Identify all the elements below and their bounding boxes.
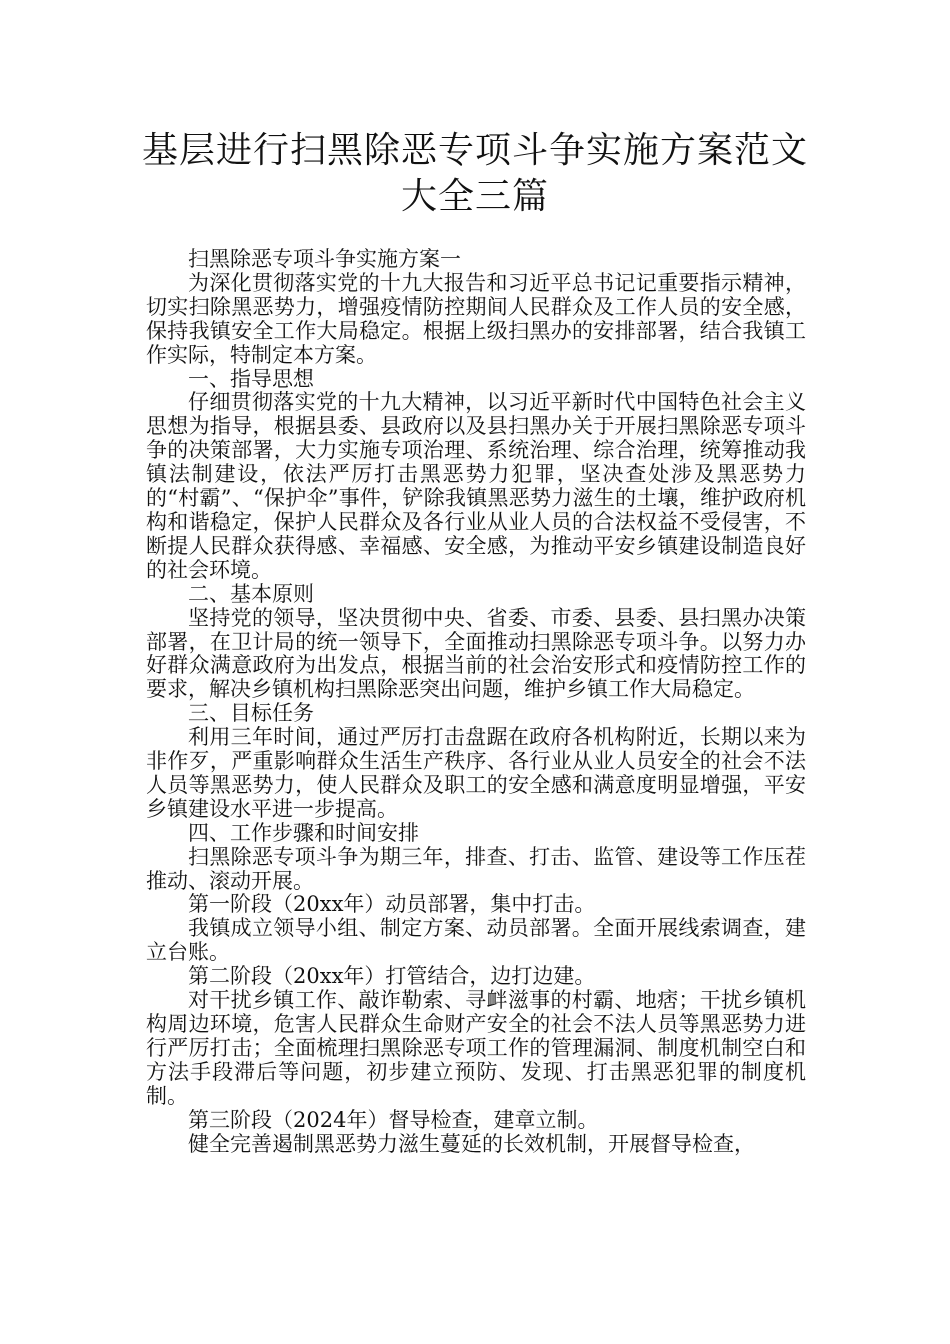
stage-one-paragraph: 我镇成立领导小组、制定方案、动员部署。全面开展线索调查，建立台账。 (146, 916, 806, 965)
section-heading-goals: 三、目标任务 (188, 701, 314, 726)
steps-schedule-paragraph: 扫黑除恶专项斗争为期三年，排查、打击、监管、建设等工作压茬推动、滚动开展。 (146, 844, 806, 893)
section-heading-guiding-ideology: 一、指导思想 (188, 366, 314, 391)
stage-one-heading: 第一阶段（20xx年）动员部署，集中打击。 (188, 892, 596, 917)
basic-principles-paragraph: 坚持党的领导，坚决贯彻中央、省委、市委、县委、县扫黑办决策部署，在卫计局的统一领导下，全面推动扫黑除恶专项斗争。以努力办好群众满意政府为出发点，根据当前的社会治安形式和疫情防控工作的要求，解决乡镇机构扫黑除恶突出问题，维护乡镇工作大局稳定。 (146, 605, 806, 702)
stage-three-paragraph: 健全完善遏制黑恶势力滋生蔓延的长效机制，开展督导检查， (188, 1131, 755, 1156)
stage-three-heading: 第三阶段（2024年）督导检查，建章立制。 (188, 1107, 599, 1132)
section-heading-steps-schedule: 四、工作步骤和时间安排 (188, 820, 419, 845)
section-heading-basic-principles: 二、基本原则 (188, 581, 314, 606)
document-body (146, 248, 806, 1156)
document-title-line-2: 大全三篇 (400, 176, 549, 217)
document-title-line-1: 基层进行扫黑除恶专项斗争实施方案范文 (141, 130, 808, 171)
guiding-ideology-paragraph: 仔细贯彻落实党的十九大精神，以习近平新时代中国特色社会主义思想为指导，根据县委、县政府以及县扫黑办关于开展扫黑除恶专项斗争的决策部署，大力实施专项治理、系统治理、综合治理，统筹推动我镇法制建设，依法严厉打击黑恶势力犯罪，坚决查处涉及黑恶势力的“村霸”、“保护伞”事件，铲除我镇黑恶势力滋生的土壤，维护政府机构和谐稳定，保护人民群众及各行业从业人员的合法权益不受侵害，不断提人民群众获得感、幸福感、安全感，为推动平安乡镇建设制造良好的社会环境。 (146, 390, 806, 582)
plan-heading: 扫黑除恶专项斗争实施方案一 (188, 247, 461, 271)
goals-paragraph: 利用三年时间，通过严厉打击盘踞在政府各机构附近，长期以来为非作歹，严重影响群众生活生产秩序、各行业从业人员安全的社会不法人员等黑恶势力，使人民群众及职工的安全感和满意度明显增强，平安乡镇建设水平进一步提高。 (146, 725, 806, 821)
stage-two-paragraph: 对干扰乡镇工作、敲诈勒索、寻衅滋事的村霸、地痞；干扰乡镇机构周边环境，危害人民群众生命财产安全的社会不法人员等黑恶势力进行严厉打击；全面梳理扫黑除恶专项工作的管理漏洞、制度机制空白和方法手段滞后等问题，初步建立预防、发现、打击黑恶犯罪的制度机制。 (146, 988, 806, 1108)
document-title (100, 128, 850, 220)
intro-paragraph: 为深化贯彻落实党的十九大报告和习近平总书记记重要指示精神，切实扫除黑恶势力，增强疫情防控期间人民群众及工作人员的安全感，保持我镇安全工作大局稳定。根据上级扫黑办的安排部署，结合我镇工作实际，特制定本方案。 (146, 270, 806, 367)
stage-two-heading: 第二阶段（20xx年）打管结合，边打边建。 (188, 964, 596, 989)
